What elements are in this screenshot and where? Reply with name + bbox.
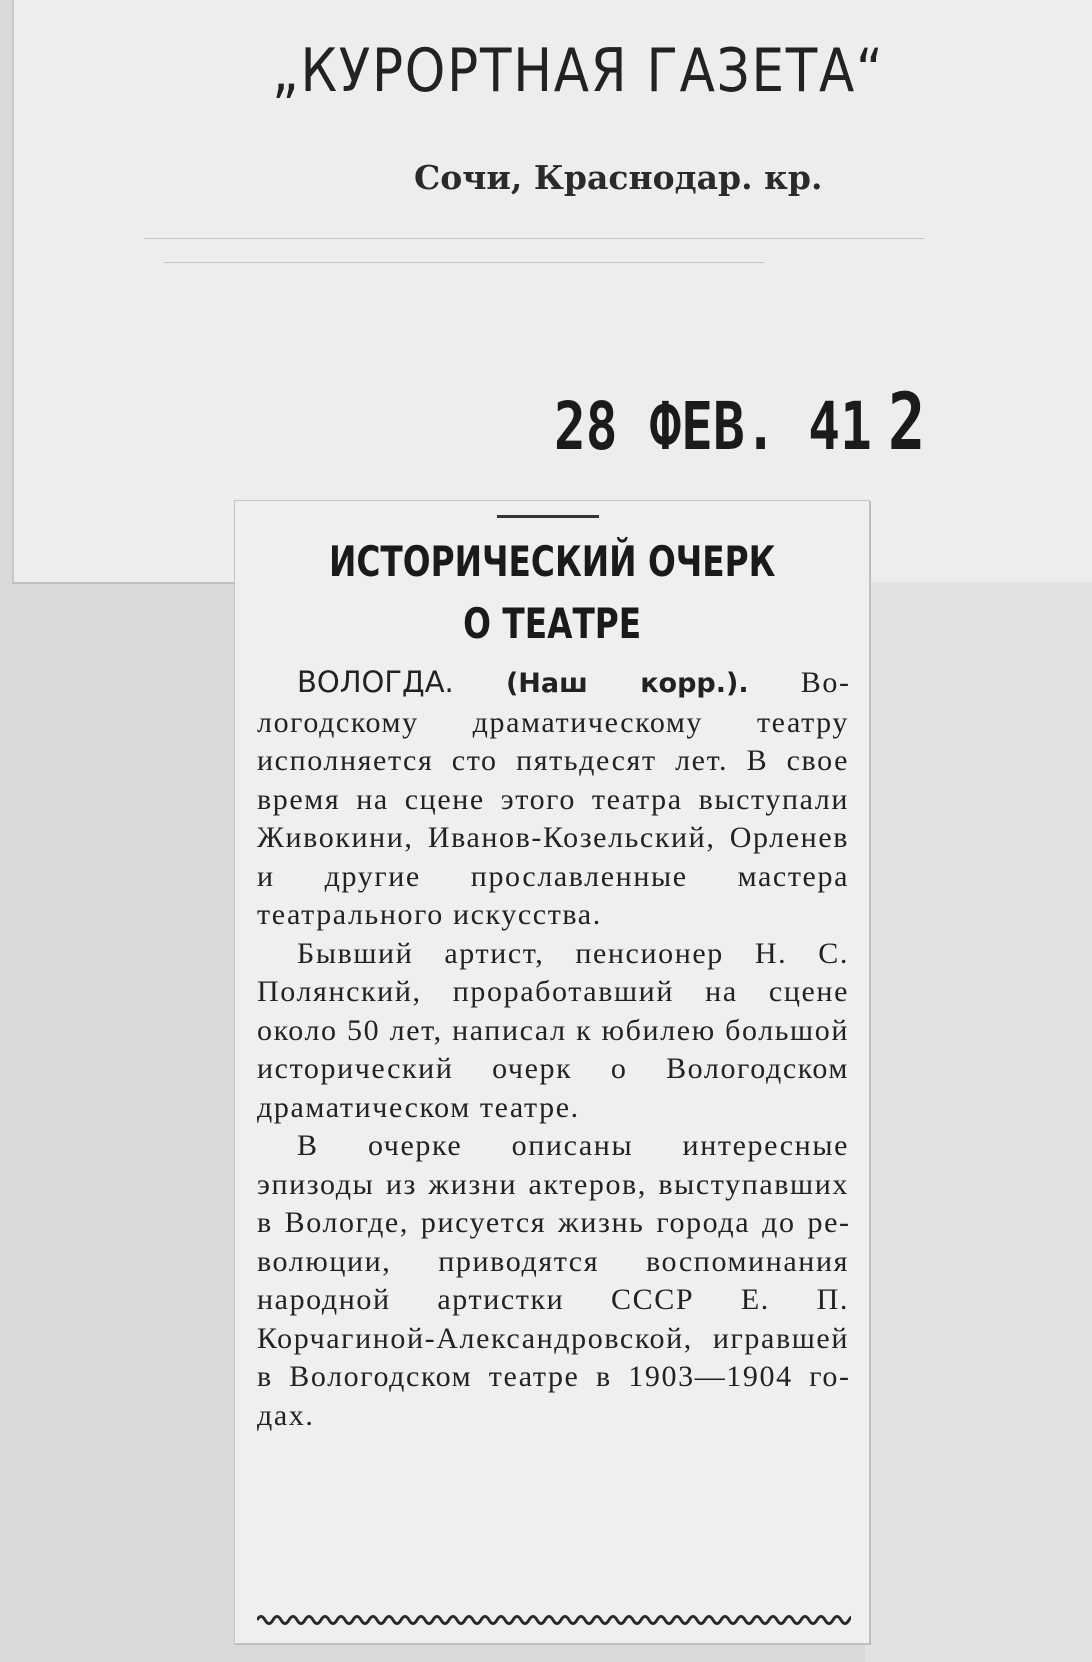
article-body (257, 663, 849, 1435)
backing-sheet (12, 0, 1092, 584)
article-clipping (234, 500, 870, 1644)
paper-scuff (164, 262, 764, 263)
headline-rule (497, 515, 599, 518)
date-stamp (554, 378, 925, 468)
article-headline (235, 531, 869, 655)
article-paragraph-1 (257, 663, 849, 935)
headline-line-2: О ТЕАТРЕ (462, 599, 642, 648)
article-paragraph-2: Бывший артист, пенсионер Н. С. Полянский, проработавший на сцене около 50 лет, написал к юбилею большой исторический очерк о Вологодском драматическом театре. (257, 936, 849, 1124)
article-paragraph-3: В очерке описаны интересные эпизоды из жизни актеров, выступавших в Вологде, рисуется жизнь города до революции, приводятся воспоминания народной артистки СССР Е. П. Корчагиной-Александровской, игравшей в Вологодском театре в 1903—1904 годах. (257, 1129, 849, 1432)
stamp-number: 2 (887, 378, 926, 468)
newspaper-title: „КУРОРТНАЯ ГАЗЕТА“ (272, 36, 885, 106)
newspaper-city: Сочи, Краснодар. кр. (414, 158, 823, 197)
wavy-rule (257, 1611, 851, 1629)
stamp-date: 28 ФЕВ. 41 (554, 388, 872, 465)
paper-scuff (144, 238, 924, 239)
dateline-source: (Наш корр.). (505, 668, 749, 699)
headline-line-1: ИСТОРИЧЕСКИЙ ОЧЕРК (328, 537, 776, 586)
paragraph-1-text: Вологодскому драматическому театру исполняется сто пятьдесят лет. В свое время на сцене этого театра выступали Живокини, Иванов-Козельский, Орленев и другие прославленные мастера театрального искусства. (257, 666, 849, 931)
dateline-place: ВОЛОГДА. (297, 665, 454, 699)
backing-paper-edge (865, 582, 1092, 1662)
